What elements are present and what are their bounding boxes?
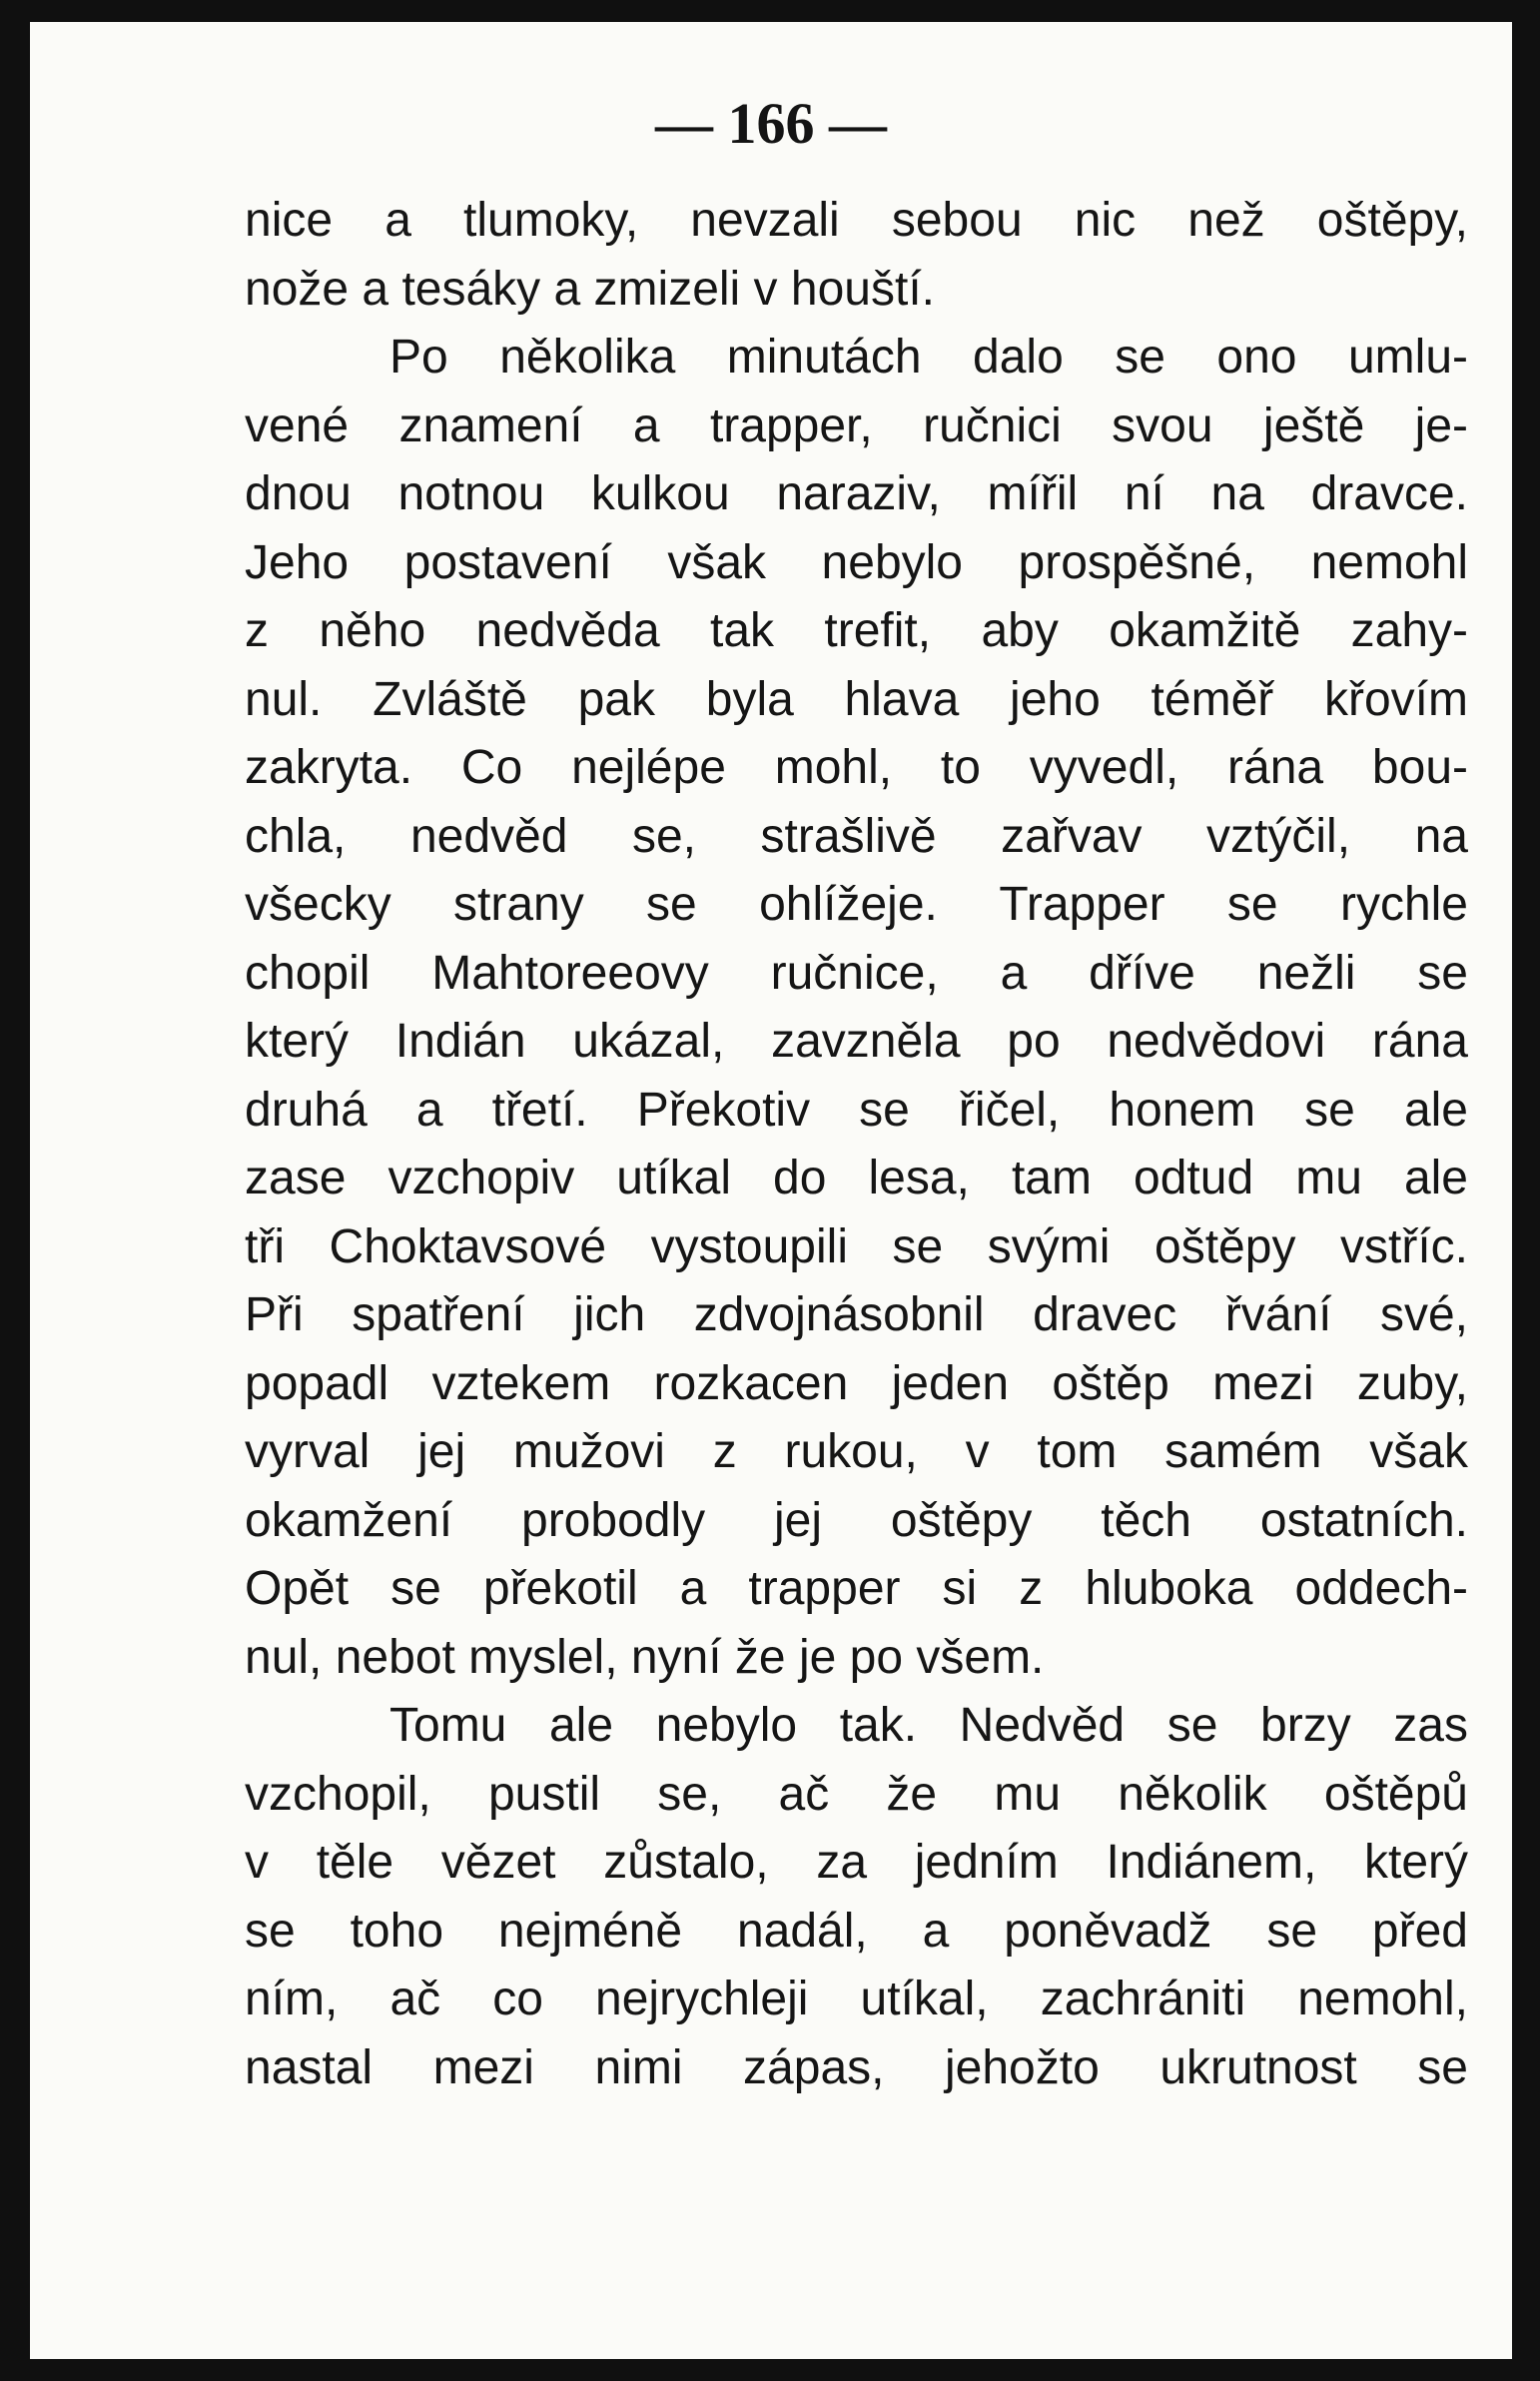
text-line: ním, ač co nejrychleji utíkal, zachrániti nemohl, xyxy=(245,1973,1468,2025)
text-line: okamžení probodly jej oštěpy těch ostatních. xyxy=(245,1493,1468,1547)
text-line: z něho nedvěda tak trefit, aby okamžitě zahy- xyxy=(245,604,1468,657)
text-line: Opět se překotil a trapper si z hluboka oddech- xyxy=(245,1562,1468,1615)
text-line: který Indián ukázal, zavzněla po nedvědovi rána xyxy=(245,1015,1468,1068)
text-line: nastal mezi nimi zápas, jehožto ukrutnost se xyxy=(245,2040,1468,2094)
body-text xyxy=(245,187,1468,2102)
text-line: vené znamení a trapper, ručnici svou ještě je- xyxy=(245,398,1468,452)
text-line: vzchopil, pustil se, ač že mu několik oštěpů xyxy=(245,1767,1468,1821)
text-line: chopil Mahtoreeovy ručnice, a dříve nežli se xyxy=(245,946,1468,1000)
text-line: popadl vztekem rozkacen jeden oštěp mezi zuby, xyxy=(245,1356,1468,1410)
book-page xyxy=(30,22,1512,2359)
text-line: vyrval jej mužovi z rukou, v tom samém však xyxy=(245,1425,1468,1478)
text-line: se toho nejméně nadál, a poněvadž se před xyxy=(245,1904,1468,1958)
text-line: Tomu ale nebylo tak. Nedvěd se brzy zas xyxy=(389,1699,1468,1752)
text-line: Po několika minutách dalo se ono umlu- xyxy=(389,331,1468,384)
text-line: dnou notnou kulkou naraziv, mířil ní na dravce. xyxy=(245,467,1468,520)
page-number: — 166 — xyxy=(655,91,887,156)
text-line: všecky strany se ohlížeje. Trapper se rychle xyxy=(245,878,1468,931)
text-line: chla, nedvěd se, strašlivě zařvav vztýčil, na xyxy=(245,809,1468,863)
text-line: Při spatření jich zdvojnásobnil dravec řvání své, xyxy=(245,1288,1468,1341)
text-line: druhá a třetí. Překotiv se řičel, honem se ale xyxy=(245,1083,1468,1137)
text-line: tři Choktavsové vystoupili se svými oštěpy vstříc. xyxy=(245,1219,1468,1273)
text-line: nul, nebot myslel, nyní že je po všem. xyxy=(245,1630,1045,1684)
text-line: zase vzchopiv utíkal do lesa, tam odtud mu ale xyxy=(245,1152,1468,1204)
text-line: zakryta. Co nejlépe mohl, to vyvedl, rána bou- xyxy=(245,741,1468,794)
text-line: nože a tesáky a zmizeli v houští. xyxy=(245,262,935,316)
text-line: Jeho postavení však nebylo prospěšné, nemohl xyxy=(245,535,1468,589)
text-line: nice a tlumoky, nevzali sebou nic než oštěpy, xyxy=(245,194,1468,247)
text-line: nul. Zvláště pak byla hlava jeho téměř křovím xyxy=(245,672,1468,726)
text-line: v těle vězet zůstalo, za jedním Indiánem, který xyxy=(245,1836,1468,1889)
